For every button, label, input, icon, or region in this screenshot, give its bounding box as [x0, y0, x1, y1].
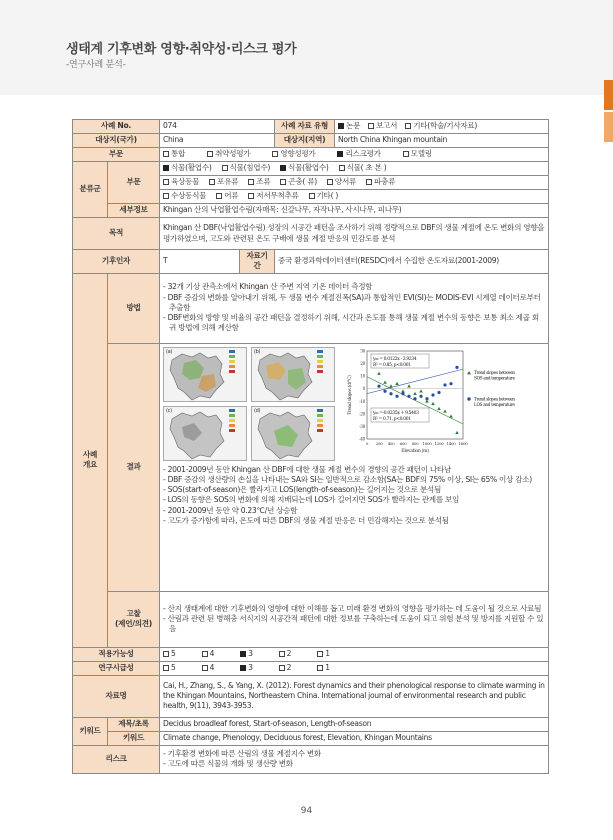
x-tick-label: 1400 [446, 440, 456, 446]
x-tick-label: 600 [399, 440, 407, 446]
sector-options [160, 148, 549, 162]
unchecked-box-icon [368, 123, 374, 129]
taxa-row-3 [160, 190, 549, 204]
fit-line [367, 369, 463, 394]
checkbox-label: 식물(침엽수) [229, 163, 271, 173]
checkbox-option[interactable] [209, 177, 238, 187]
y-tick-label: 0 [362, 385, 366, 391]
unchecked-box-icon [317, 651, 323, 657]
unchecked-box-icon [163, 665, 169, 671]
sos-point [455, 365, 458, 368]
country-label: 대상지(국가) [73, 134, 160, 148]
checkbox-label: 논문 [346, 121, 361, 131]
reference-label: 자료명 [73, 675, 160, 717]
unchecked-box-icon [216, 193, 222, 199]
unchecked-box-icon [207, 151, 213, 157]
map-panel-d [251, 406, 335, 461]
equation-top: y₀₀ = 0.0122x - 3.9234 [373, 356, 417, 362]
sos-point [389, 392, 392, 395]
taxa-row-1 [160, 162, 549, 176]
data-period-label: 자료기간 [240, 250, 275, 274]
y-tick-label: 10 [360, 373, 366, 379]
sos-point [407, 394, 410, 397]
result-figure [163, 347, 545, 461]
sos-point [413, 397, 416, 400]
unchecked-box-icon [366, 179, 372, 185]
checkbox-option[interactable] [163, 163, 212, 173]
method-item: - DBF 증감의 변화를 알아내기 위해, 두 생물 변수 계절진폭(SA)과 통합적인 EVI(SI)는 MODIS-EVI 시계열 데이터로부터 추출함 [163, 293, 545, 314]
reference-value: Cai, H., Zhang, S., & Yang, X. (2012). Forest dynamics and their phenological response to climate warming in the Khingan Mountains, Northeastern China. International journal of environmental research and public health, 9(11), 3943-3953. [160, 675, 549, 717]
los-point [425, 399, 429, 402]
discussion-label: 고찰 (제언/의견) [108, 591, 160, 647]
sos-point [419, 394, 422, 397]
checkbox-label: 2 [286, 648, 292, 658]
case-overview-label: 사례 개요 [73, 273, 108, 647]
checked-box-icon [240, 665, 246, 671]
case-no-value: 074 [160, 120, 275, 134]
panel-label: (a) [166, 348, 173, 355]
detail-label: 세부정보 [108, 204, 160, 218]
checkbox-option[interactable] [163, 191, 206, 201]
x-tick-label: 1000 [422, 440, 432, 446]
checkbox-option[interactable] [280, 177, 317, 187]
checkbox-label: 모델링 [410, 149, 432, 159]
panel-label: (b) [254, 348, 261, 355]
result-item: - 고도가 증가함에 따라, 온도에 따른 DBF의 생물 계절 반응은 더 민감해지는 것으로 분석됨 [163, 516, 545, 526]
unchecked-box-icon [317, 665, 323, 671]
climate-factor-value: T [160, 250, 240, 274]
result-item: - SOS(start-of-season)은 빨라지고 LOS(length-of-season)는 길어지는 것으로 분석됨 [163, 485, 545, 495]
x-tick-label: 1200 [434, 440, 444, 446]
checkbox-label: 4 [209, 648, 215, 658]
y-tick-label: -20 [359, 410, 366, 416]
checkbox-option[interactable] [216, 191, 238, 201]
equation-bottom: y₀₀ =-0.0235x + 9.5403 [373, 410, 419, 416]
x-tick-label: 200 [375, 440, 383, 446]
checked-box-icon [240, 651, 246, 657]
los-point [437, 406, 441, 409]
legend-sos-label: Trend slopes between [474, 369, 515, 375]
unchecked-box-icon [279, 651, 285, 657]
purpose-label: 목적 [73, 218, 160, 250]
unchecked-box-icon [272, 151, 278, 157]
legend-sos-marker [467, 397, 470, 400]
checkbox-option[interactable] [163, 177, 199, 187]
sos-point [401, 392, 404, 395]
los-point [449, 414, 453, 417]
y-tick-label: 20 [360, 360, 366, 366]
checkbox-option[interactable] [368, 121, 397, 131]
unchecked-box-icon [327, 179, 333, 185]
checkbox-label: 4 [209, 662, 215, 672]
checkbox-label: 2 [286, 662, 292, 672]
checkbox-option[interactable] [240, 663, 253, 673]
los-point [389, 384, 393, 387]
checkbox-label: 영향성평가 [280, 149, 316, 159]
page-subtitle: -연구사례 분석- [66, 60, 126, 70]
kw-title-value: Decidus broadleaf forest, Start-of-season, Length-of-season [160, 717, 549, 731]
sector-label: 부문 [73, 148, 160, 162]
los-point [395, 381, 399, 384]
unchecked-box-icon [403, 151, 409, 157]
unchecked-box-icon [339, 165, 345, 171]
section-tab [604, 80, 613, 110]
checkbox-label: 식물(활엽수) [171, 163, 212, 173]
checkbox-label: 3 [248, 648, 253, 658]
risk-item: - 기후환경 변화에 따른 산림의 생물 계절지수 변화 [163, 749, 545, 759]
map-legend [229, 350, 245, 375]
source-type-label: 사례 자료 유형 [275, 120, 335, 134]
checkbox-label: 포유류 [217, 177, 239, 187]
x-tick-label: 1600 [458, 440, 468, 446]
checkbox-label: 1 [325, 648, 330, 658]
discussion-list [160, 591, 549, 647]
legend-los-marker [467, 371, 471, 374]
kw-keyword-value: Climate change, Phenology, Deciduous forest, Elevation, Khingan Mountains [160, 731, 549, 745]
unchecked-box-icon [279, 665, 285, 671]
checkbox-label: 파충류 [374, 177, 396, 187]
accessibility-label: 연구시급성 [73, 661, 160, 675]
checkbox-label: 1 [325, 662, 330, 672]
checkbox-option[interactable] [163, 649, 176, 659]
keywords-label: 키워드 [73, 717, 108, 745]
kw-title-label: 제목/초록 [108, 717, 160, 731]
sos-point [377, 384, 380, 387]
checkbox-label: 양서류 [334, 177, 357, 187]
x-axis-label: Elevation (m) [401, 448, 429, 454]
unchecked-box-icon [248, 179, 254, 185]
checkbox-option[interactable] [202, 663, 215, 673]
checkbox-option[interactable] [202, 649, 215, 659]
source-type-options [335, 120, 549, 134]
unchecked-box-icon [405, 123, 411, 129]
checkbox-option[interactable] [279, 663, 292, 673]
los-point [413, 391, 417, 394]
y-tick-label: -10 [359, 398, 366, 404]
risk-list [160, 745, 549, 773]
page-header [0, 0, 613, 95]
map-panel-c [163, 406, 247, 461]
checkbox-label: 저서무척추류 [256, 191, 299, 201]
sos-point [395, 394, 398, 397]
checkbox-option[interactable] [403, 149, 432, 159]
checkbox-option[interactable] [309, 191, 339, 201]
region-label: 대상지(지역) [275, 134, 335, 148]
checkbox-label: 리스크평가 [345, 149, 381, 159]
unchecked-box-icon [280, 179, 286, 185]
los-point [419, 389, 423, 392]
checkbox-label: 3 [248, 662, 253, 672]
sos-point [443, 383, 446, 386]
r2-top: R² = 0.85, p<0.001 [373, 362, 411, 368]
y-tick-label: -30 [359, 423, 366, 429]
risk-label: 리스크 [73, 745, 160, 773]
map-legend [317, 409, 333, 434]
checkbox-option[interactable] [339, 163, 387, 173]
x-tick-label: 800 [411, 440, 419, 446]
checked-box-icon [337, 151, 343, 157]
case-no-label: 사례 No. [73, 120, 160, 134]
purpose-value: Khingan 산 DBF(낙엽활엽수림) 성장의 시공간 패턴을 조사하기 위해 정량적으로 DBF의 생물 계절에 온도 변화의 영향을 평가하였으며, 고도와 관련된 온도 구배에 생물 계절 반응의 민감도를 분석 [160, 218, 549, 250]
los-point [377, 371, 381, 374]
region-value: North China Khingan mountain [335, 134, 549, 148]
trend-scatter-chart [345, 347, 545, 461]
checkbox-option[interactable] [207, 149, 250, 159]
discussion-item: - 산지 생태계에 대한 기후변화의 영향에 대한 이해를 돕고 미래 환경 변화의 영향을 평가하는 데 도움이 될 것으로 사료됨 [163, 604, 545, 614]
unchecked-box-icon [163, 179, 169, 185]
checkbox-option[interactable] [163, 663, 176, 673]
checked-box-icon [163, 165, 169, 171]
checkbox-option[interactable] [366, 177, 395, 187]
unchecked-box-icon [202, 651, 208, 657]
checkbox-label: 취약성평가 [215, 149, 251, 159]
checkbox-label: 식물( 초 본 ) [346, 163, 387, 173]
classification-label: 분류군 [73, 162, 108, 218]
checkbox-label: 조류 [256, 177, 271, 187]
checkbox-label: 곤충( 류) [288, 177, 317, 187]
unchecked-box-icon [202, 665, 208, 671]
unchecked-box-icon [248, 193, 254, 199]
x-tick-label: 0 [365, 440, 369, 446]
accessibility-options [160, 661, 549, 675]
legend-sos-label-2: SOS and temperature [474, 375, 515, 380]
los-point [443, 409, 447, 412]
unchecked-box-icon [163, 193, 169, 199]
checkbox-label: 기타( ) [316, 191, 339, 201]
discussion-item: - 산림과 관련 된 병해충 서식지의 시공간적 패턴에 대한 정보를 구축하는데 도움이 되고 위험 분석 및 방지를 지원할 수 있음 [163, 614, 545, 635]
checkbox-option[interactable] [317, 663, 330, 673]
checkbox-option[interactable] [222, 163, 271, 173]
legend-los-label: Trend slopes between [474, 396, 515, 401]
sos-point [431, 393, 434, 396]
result-item: - LOS의 동향은 SOS의 변화에 의해 지배되는데 LOS가 길어지면 SOS가 빨라지는 관계를 보임 [163, 495, 545, 505]
y-tick-label: -40 [359, 436, 366, 441]
method-list [160, 273, 549, 343]
los-point [401, 389, 405, 392]
checkbox-label: 5 [171, 662, 176, 672]
unchecked-box-icon [222, 165, 228, 171]
checkbox-option[interactable] [338, 121, 360, 131]
map-panel-a [163, 347, 247, 402]
checkbox-label: 육상동물 [171, 177, 200, 187]
checked-box-icon [338, 123, 344, 129]
los-point [431, 401, 435, 404]
checkbox-label: 어류 [224, 191, 239, 201]
unchecked-box-icon [163, 151, 169, 157]
los-point [455, 430, 459, 433]
map-figure [163, 347, 335, 461]
checkbox-label: 식물(활엽수) [288, 163, 329, 173]
checkbox-option[interactable] [163, 149, 185, 159]
sos-point [437, 390, 440, 393]
checkbox-option[interactable] [280, 163, 329, 173]
method-label: 방법 [108, 273, 160, 343]
checkbox-label: 수상동식물 [171, 191, 207, 201]
checkbox-option[interactable] [248, 191, 298, 201]
climate-factor-label: 기후인자 [73, 250, 160, 274]
panel-label: (d) [254, 407, 261, 414]
r2-bottom: R² = 0.71, p<0.001 [373, 416, 411, 422]
checkbox-option[interactable] [240, 649, 253, 659]
unchecked-box-icon [163, 651, 169, 657]
map-legend [317, 350, 333, 375]
kw-keyword-label: 키워드 [108, 731, 160, 745]
panel-label: (c) [166, 407, 172, 414]
method-item: - 32개 기상 관측소에서 Khingan 산 주변 지역 기온 데이터 측정함 [163, 282, 545, 292]
section-tab-secondary [604, 112, 613, 142]
checked-box-icon [280, 165, 286, 171]
taxa-row-2 [160, 176, 549, 190]
checkbox-option[interactable] [327, 177, 356, 187]
result-label: 결과 [108, 343, 160, 591]
detail-value: Khingan 산의 낙엽활엽수림(자매목: 신갈나무, 자작나무, 사시나무, 피나무) [160, 204, 549, 218]
applicability-label: 적용가능성 [73, 647, 160, 661]
legend-los-label-2: LOS and temperature [474, 401, 515, 407]
case-table [72, 119, 549, 774]
checkbox-label: 보고서 [376, 121, 398, 131]
checkbox-option[interactable] [272, 149, 315, 159]
los-point [407, 384, 411, 387]
sos-point [449, 382, 452, 385]
data-period-value: 중국 환경과학데이터센터(RESDC)에서 수집한 온도자료(2001-2009) [275, 250, 549, 274]
country-value: China [160, 134, 275, 148]
checkbox-option[interactable] [279, 649, 292, 659]
page-title: 생태계 기후변화 영향·취약성·리스크 평가 [66, 42, 297, 57]
method-item: - DBF변화의 방향 및 비율의 공간 패턴을 결정하기 위해, 시간과 온도를 통해 생물 계절 변수의 동향은 보통 최소 제곱 회귀 방법에 의해 계산함 [163, 313, 545, 334]
checkbox-option[interactable] [337, 149, 380, 159]
checkbox-label: 5 [171, 648, 176, 658]
result-cell [160, 343, 549, 591]
checkbox-label: 통합 [171, 149, 186, 159]
result-item: - 2001-2009년 동안 Khingan 산 DBF에 대한 생물 계절 변수의 경향의 공간 패턴이 나타남 [163, 465, 545, 475]
checkbox-option[interactable] [405, 121, 477, 131]
page-number: 94 [300, 806, 313, 816]
checkbox-option[interactable] [317, 649, 330, 659]
los-point [383, 380, 387, 383]
result-item: - 2001-2009년 동안 약 0.23℃/년 상승함 [163, 506, 545, 516]
result-item: - DBF 증감의 생산량의 손실을 나타내는 SA와 SI는 일반적으로 감소함(SA는 BDF의 75% 이상, SI는 65% 이상 감소) [163, 475, 545, 485]
sub-sector-label: 부문 [108, 162, 160, 204]
sos-point [383, 389, 386, 392]
risk-item: - 고도에 따른 식물의 개화 및 생산량 변화 [163, 759, 545, 769]
unchecked-box-icon [309, 193, 315, 199]
applicability-options [160, 647, 549, 661]
map-legend [229, 409, 245, 434]
x-tick-label: 400 [387, 440, 395, 446]
unchecked-box-icon [209, 179, 215, 185]
map-panel-b [251, 347, 335, 402]
y-tick-label: 30 [360, 348, 366, 353]
y-axis-label: Trend slopes (d/°C) [348, 374, 354, 415]
checkbox-label: 기타(학술/기사자료) [413, 121, 478, 131]
checkbox-option[interactable] [248, 177, 270, 187]
